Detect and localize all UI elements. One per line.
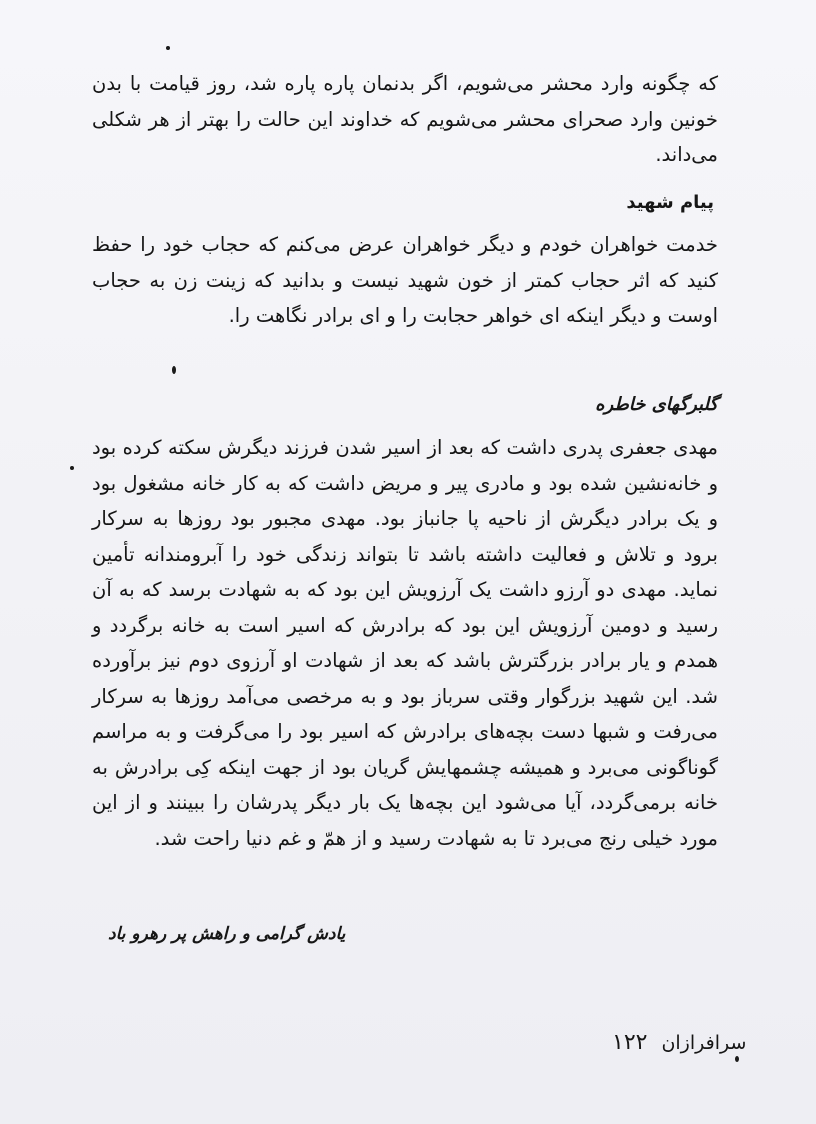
scan-dot bbox=[735, 1056, 739, 1062]
message-paragraph: خدمت خواهران خودم و دیگر خواهران عرض می‌کنم که حجاب خود را حفظ کنید که اثر حجاب کمتر از خون شهید نیست و بدانید که زینت زن به حجاب اوست و دیگر اینکه ای خواهر حجابت را و ای برادر نگاهت را. bbox=[92, 233, 718, 327]
page-number: ۱۲۲ bbox=[612, 1030, 648, 1055]
intro-paragraph: که چگونه وارد محشر می‌شویم، اگر بدنمان پاره پاره شد، روز قیامت با بدن خونین وارد صحرای محشر می‌شویم که خداوند این حالت را بهتر از هر شکلی می‌داند. bbox=[92, 72, 718, 166]
scan-dot bbox=[70, 466, 74, 470]
message-heading: پیام شهید bbox=[626, 192, 714, 213]
scan-dot bbox=[166, 46, 170, 50]
book-title: سرافرازان bbox=[661, 1032, 747, 1054]
memory-heading: گلبرگهای خاطره bbox=[595, 394, 718, 415]
memory-paragraph: مهدی جعفری پدری داشت که بعد از اسیر شدن فرزند دیگرش سکته کرده بود و خانه‌نشین شده بود و مادری پیر و مریض داشت که به کار خانه مشغول بود و یک برادر دیگرش از ناحیه پا جانباز بود. مهدی مجبور بود روزها به سرکار برود و تلاش و فعالیت داشته باشد تا بتواند زندگی خود را آبرومندانه تأمین نماید. مهدی دو آرزو داشت یک آرزویش این بود که به شهادت برسد که به آن رسید و دومین آرزویش این بود که برادرش که اسیر است به خانه برگردد و همدم و یار برادر بزرگترش باشد که بعد از شهادت او آرزوی دوم نیز برآورده شد. این شهید بزرگوار وقتی سرباز بود و به مرخصی می‌آمد روزها به سرکار می‌رفت و شبها دست بچه‌های برادرش که اسیر بود را می‌گرفت و به مراسم گوناگونی می‌برد و همیشه چشمهایش گریان بود از جهت اینکه کِی برادرش به خانه برمی‌گردد، آیا می‌شود این بچه‌ها یک بار دیگر پدرشان را ببینند و از این مورد خیلی رنج می‌برد تا به شهادت رسید و از همّ و غم دنیا راحت شد. bbox=[92, 436, 718, 850]
closing-line: یادش گرامی و راهش پر رهرو باد bbox=[108, 924, 346, 944]
page-footer bbox=[612, 1030, 746, 1055]
scan-dot bbox=[172, 366, 176, 374]
